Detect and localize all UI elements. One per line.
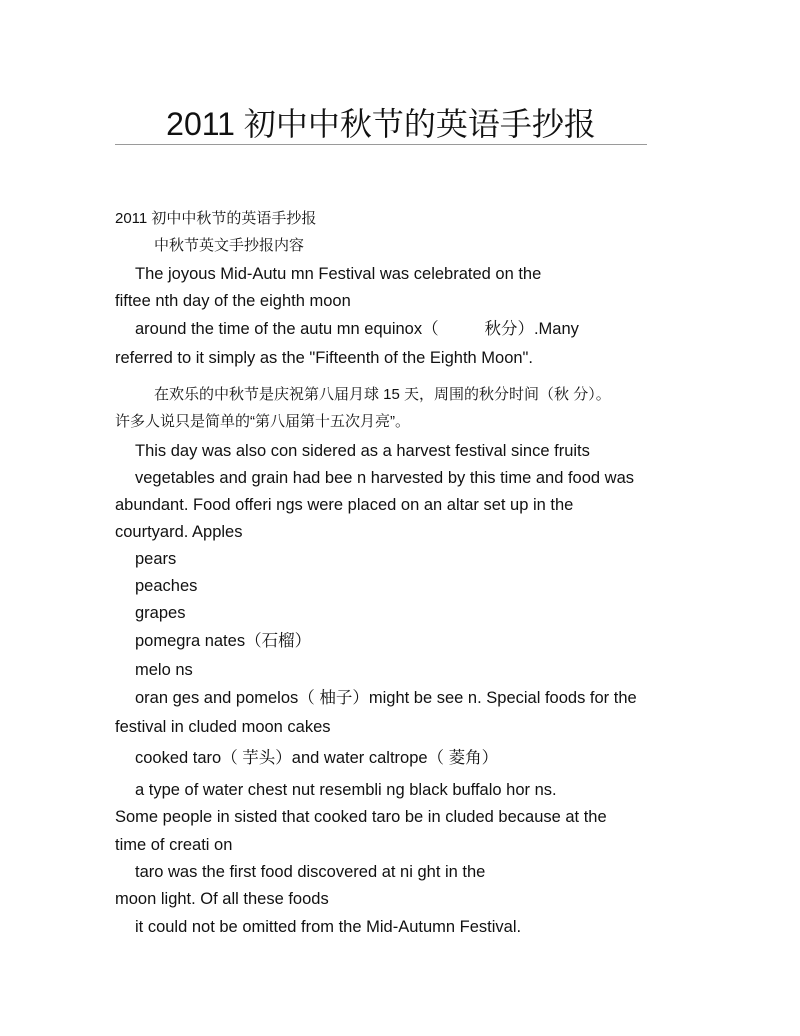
document-title: 2011 初中中秋节的英语手抄报 — [166, 106, 596, 142]
paragraph-line: taro was the first food discovered at ni ght in the — [135, 863, 486, 881]
chinese-paragraph-line: 在欢乐的中秋节是庆祝第八届月球 15 天，周围的秋分时间（秋 分）。 — [154, 386, 611, 403]
paragraph-line: around the time of the autu mn equinox（ 秋分）.Many — [135, 320, 579, 338]
paragraph-line: Some people in sisted that cooked taro be in cluded because at the — [115, 808, 607, 826]
paragraph-line: oran ges and pomelos（ 柚子）might be see n. Special foods for the — [135, 689, 637, 707]
paragraph-line: a type of water chest nut resembli ng black buffalo hor ns. — [135, 781, 557, 799]
paragraph-line: The joyous Mid-Autu mn Festival was celebrated on the — [135, 265, 542, 283]
paragraph-line: festival in cluded moon cakes — [115, 718, 331, 736]
title-underline — [115, 144, 647, 145]
paragraph-line: moon light. Of all these foods — [115, 890, 329, 908]
paragraph-line: This day was also con sidered as a harvest festival since fruits — [135, 442, 590, 460]
paragraph-line: cooked taro（ 芋头）and water caltrope（ 菱角） — [135, 749, 499, 767]
paragraph-line: vegetables and grain had bee n harvested by this time and food was — [135, 469, 634, 487]
subtitle-line: 2011 初中中秋节的英语手抄报 — [115, 210, 317, 227]
list-item: pears — [135, 550, 177, 568]
paragraph-line: time of creati on — [115, 836, 233, 854]
list-item: pomegra nates（石榴） — [135, 632, 312, 650]
chinese-paragraph-line: 许多人说只是简单的“第八届第十五次月亮”。 — [115, 413, 410, 430]
paragraph-line: it could not be omitted from the Mid-Autumn Festival. — [135, 918, 522, 936]
list-item: melo ns — [135, 661, 193, 679]
paragraph-line: abundant. Food offeri ngs were placed on an altar set up in the — [115, 496, 574, 514]
paragraph-line: courtyard. Apples — [115, 523, 243, 541]
paragraph-line: fiftee nth day of the eighth moon — [115, 292, 351, 310]
paragraph-line: referred to it simply as the "Fifteenth of the Eighth Moon". — [115, 349, 534, 367]
list-item: peaches — [135, 577, 198, 595]
subheading-line: 中秋节英文手抄报内容 — [154, 237, 305, 254]
list-item: grapes — [135, 604, 186, 622]
